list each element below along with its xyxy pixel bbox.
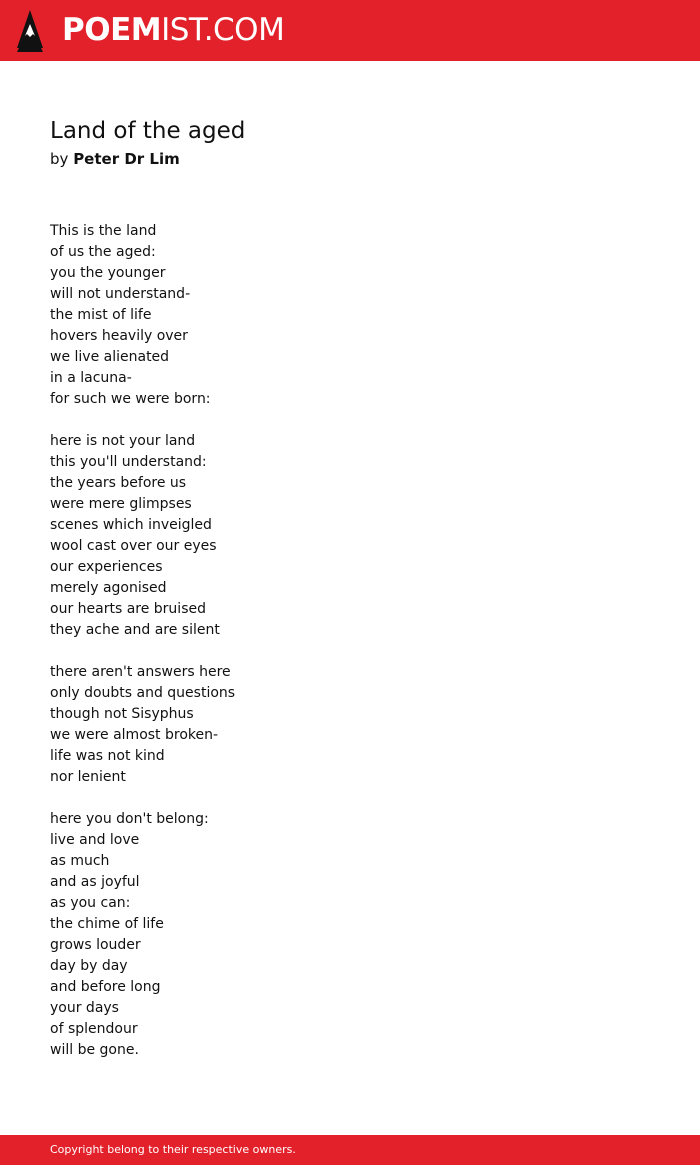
poem-line: as you can:: [50, 895, 131, 911]
poem-line: this you'll understand:: [50, 454, 207, 470]
poem-stanza: [50, 431, 650, 641]
poem-line: hovers heavily over: [50, 328, 188, 344]
poem-line: merely agonised: [50, 580, 167, 596]
poem-line: here you don't belong:: [50, 811, 209, 827]
site-footer: [0, 1135, 700, 1165]
poem-line: nor lenient: [50, 769, 126, 785]
poem-body: [50, 221, 650, 1061]
author-name: Peter Dr Lim: [73, 150, 180, 168]
poem-line: we live alienated: [50, 349, 170, 365]
poem-content: [50, 116, 650, 1082]
poem-line: wool cast over our eyes: [50, 538, 217, 554]
poem-stanza: [50, 662, 650, 788]
poem-line: and before long: [50, 979, 161, 995]
poem-line: though not Sisyphus: [50, 706, 194, 722]
pencil-tip-icon[interactable]: [17, 10, 43, 52]
poem-line: the chime of life: [50, 916, 164, 932]
poem-line: your days: [50, 1000, 119, 1016]
poem-stanza: [50, 809, 650, 1061]
poem-line: of us the aged:: [50, 244, 156, 260]
poem-line: here is not your land: [50, 433, 196, 449]
by-label: by: [50, 150, 69, 168]
poem-stanza: [50, 221, 650, 410]
poem-line: you the younger: [50, 265, 166, 281]
poem-line: in a lacuna-: [50, 370, 132, 386]
poem-line: there aren't answers here: [50, 664, 231, 680]
poem-line: our hearts are bruised: [50, 601, 206, 617]
poem-line: life was not kind: [50, 748, 165, 764]
logo-text-bold: POEM: [62, 12, 162, 48]
poem-title: Land of the aged: [50, 118, 246, 144]
logo-text-light: IST.COM: [161, 12, 285, 48]
poem-line: we were almost broken-: [50, 727, 219, 743]
site-logo[interactable]: [62, 10, 284, 50]
site-header: [0, 0, 700, 61]
poem-line: will not understand-: [50, 286, 191, 302]
poem-line: grows louder: [50, 937, 141, 953]
poem-line: the mist of life: [50, 307, 152, 323]
poem-line: scenes which inveigled: [50, 517, 212, 533]
poem-line: as much: [50, 853, 110, 869]
poem-line: day by day: [50, 958, 128, 974]
byline: [50, 147, 650, 171]
poem-line: will be gone.: [50, 1042, 139, 1058]
poem-line: they ache and are silent: [50, 622, 220, 638]
poem-line: and as joyful: [50, 874, 140, 890]
poem-line: for such we were born:: [50, 391, 211, 407]
poem-line: live and love: [50, 832, 140, 848]
poem-line: of splendour: [50, 1021, 138, 1037]
poem-line: only doubts and questions: [50, 685, 236, 701]
copyright-text: Copyright belong to their respective owners.: [50, 1143, 296, 1156]
poem-line: were mere glimpses: [50, 496, 192, 512]
poem-line: This is the land: [50, 223, 157, 239]
poem-line: our experiences: [50, 559, 163, 575]
poem-line: the years before us: [50, 475, 187, 491]
